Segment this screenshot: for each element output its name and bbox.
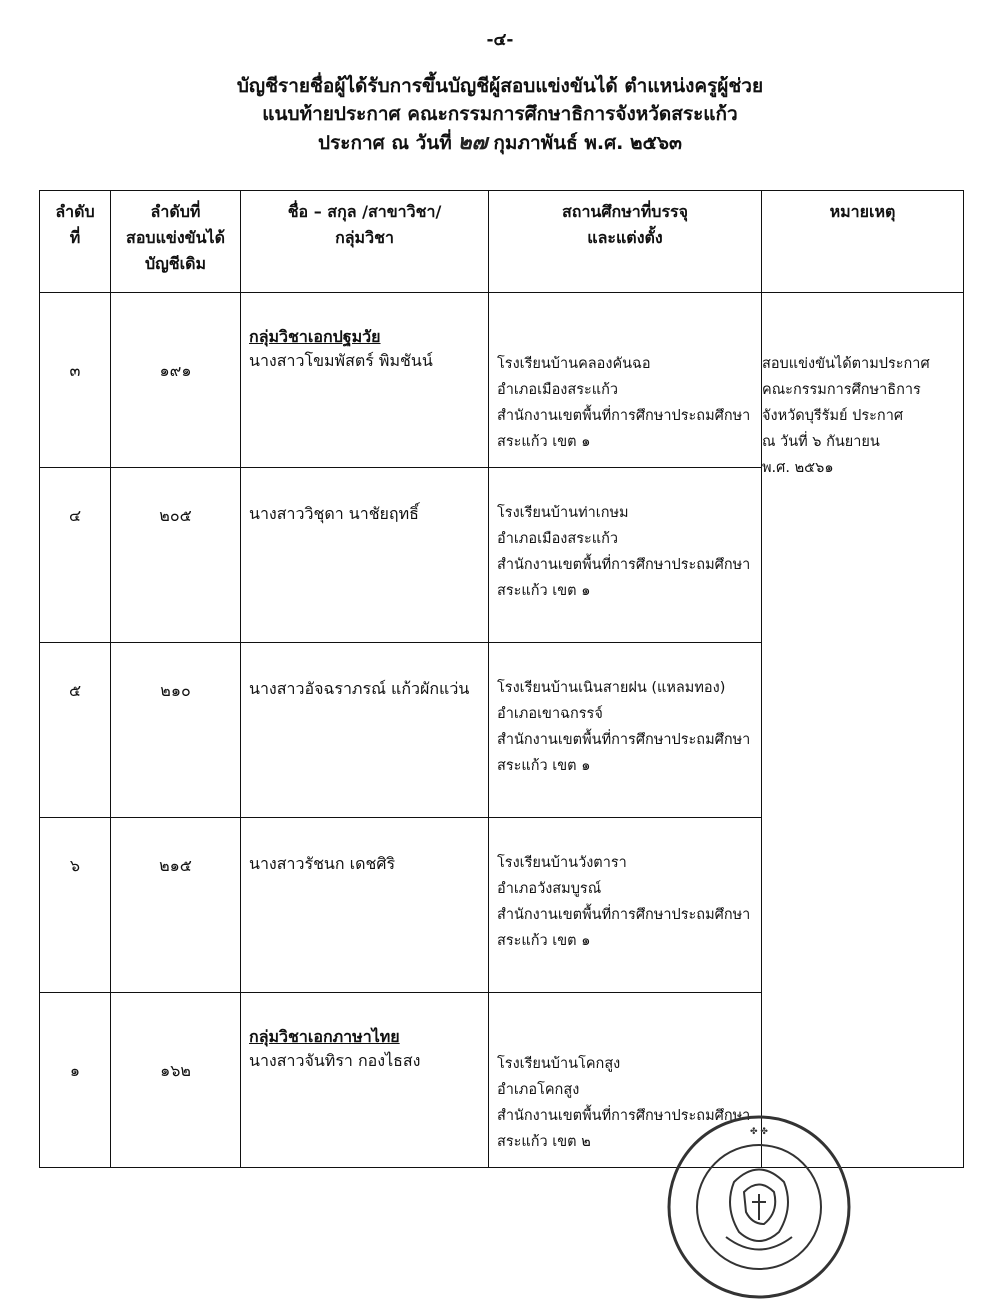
official-seal-stamp bbox=[664, 1112, 854, 1302]
table-row bbox=[40, 293, 964, 468]
header-workplace: สถานศึกษาที่บรรจุ และแต่งตั้ง bbox=[489, 191, 762, 293]
cell-workplace: โรงเรียนบ้านโคกสูง อำเภอโคกสูง สำนักงานเขตพื้นที่การศึกษาประถมศึกษา สระแก้ว เขต ๒ bbox=[489, 993, 762, 1168]
cell-workplace: โรงเรียนบ้านคลองคันฉอ อำเภอเมืองสระแก้ว สำนักงานเขตพื้นที่การศึกษาประถมศึกษา สระแก้ว เขต ๑ bbox=[489, 293, 762, 468]
header-order: ลำดับ ที่ bbox=[40, 191, 111, 293]
cell-workplace: โรงเรียนบ้านเนินสายฝน (แหลมทอง) อำเภอเขาฉกรรจ์ สำนักงานเขตพื้นที่การศึกษาประถมศึกษา สระแก้ว เขต ๑ bbox=[489, 643, 762, 818]
title-date-suffix: กุมภาพันธ์ พ.ศ. ๒๕๖๓ bbox=[493, 132, 682, 154]
cell-workplace: โรงเรียนบ้านท่าเกษม อำเภอเมืองสระแก้ว สำนักงานเขตพื้นที่การศึกษาประถมศึกษา สระแก้ว เขต ๑ bbox=[489, 468, 762, 643]
cell-previous-rank: ๒๑๕ bbox=[111, 818, 241, 993]
person-name: นางสาววิชุดา นาชัยฤทธิ์ bbox=[249, 504, 419, 523]
person-name: นางสาวรัชนก เดชศิริ bbox=[249, 854, 396, 873]
cell-previous-rank: ๑๙๑ bbox=[111, 293, 241, 468]
cell-name bbox=[241, 293, 489, 468]
document-title bbox=[0, 72, 1000, 157]
cell-order: ๕ bbox=[40, 643, 111, 818]
person-name: นางสาวโขมพัสตร์ พิมชันน์ bbox=[249, 351, 433, 370]
title-line-1: บัญชีรายชื่อผู้ได้รับการขึ้นบัญชีผู้สอบแข่งขันได้ ตำแหน่งครูผู้ช่วย bbox=[236, 75, 764, 97]
title-line-3 bbox=[0, 128, 1000, 157]
cell-name bbox=[241, 993, 489, 1168]
cell-order: ๓ bbox=[40, 293, 111, 468]
cell-previous-rank: ๒๐๕ bbox=[111, 468, 241, 643]
seal-emblem-icon bbox=[726, 1170, 792, 1250]
group-label: กลุ่มวิชาเอกปฐมวัย bbox=[249, 327, 381, 346]
person-name: นางสาวจันทิรา กองไธสง bbox=[249, 1051, 421, 1070]
cell-previous-rank: ๑๖๒ bbox=[111, 993, 241, 1168]
header-previous-rank: ลำดับที่ สอบแข่งขันได้ บัญชีเดิม bbox=[111, 191, 241, 293]
group-label: กลุ่มวิชาเอกภาษาไทย bbox=[249, 1027, 400, 1046]
roster-table bbox=[39, 190, 964, 1168]
cell-workplace: โรงเรียนบ้านวังตารา อำเภอวังสมบูรณ์ สำนักงานเขตพื้นที่การศึกษาประถมศึกษา สระแก้ว เขต ๑ bbox=[489, 818, 762, 993]
cell-previous-rank: ๒๑๐ bbox=[111, 643, 241, 818]
header-name: ชื่อ – สกุล /สาขาวิชา/ กลุ่มวิชา bbox=[241, 191, 489, 293]
seal-emblem-lettering: ✤ ✤ bbox=[750, 1127, 768, 1137]
title-date-prefix: ประกาศ ณ วันที่ bbox=[318, 132, 452, 154]
cell-remarks: สอบแข่งขันได้ตามประกาศ คณะกรรมการศึกษาธิการ จังหวัดบุรีรัมย์ ประกาศ ณ วันที่ ๖ กันยายน พ.ศ. ๒๕๖๑ bbox=[762, 293, 964, 1168]
cell-name bbox=[241, 468, 489, 643]
table-header-row bbox=[40, 191, 964, 293]
cell-name bbox=[241, 643, 489, 818]
cell-name bbox=[241, 818, 489, 993]
title-line-2: แนบท้ายประกาศ คณะกรรมการศึกษาธิการจังหวัดสระแก้ว bbox=[262, 103, 738, 125]
header-remarks: หมายเหตุ bbox=[762, 191, 964, 293]
page-number: -๔- bbox=[486, 30, 514, 50]
cell-order: ๖ bbox=[40, 818, 111, 993]
cell-order: ๔ bbox=[40, 468, 111, 643]
person-name: นางสาวอัจฉราภรณ์ แก้วผักแว่น bbox=[249, 679, 470, 698]
cell-order: ๑ bbox=[40, 993, 111, 1168]
handwritten-day: ๒๗ bbox=[457, 129, 488, 154]
